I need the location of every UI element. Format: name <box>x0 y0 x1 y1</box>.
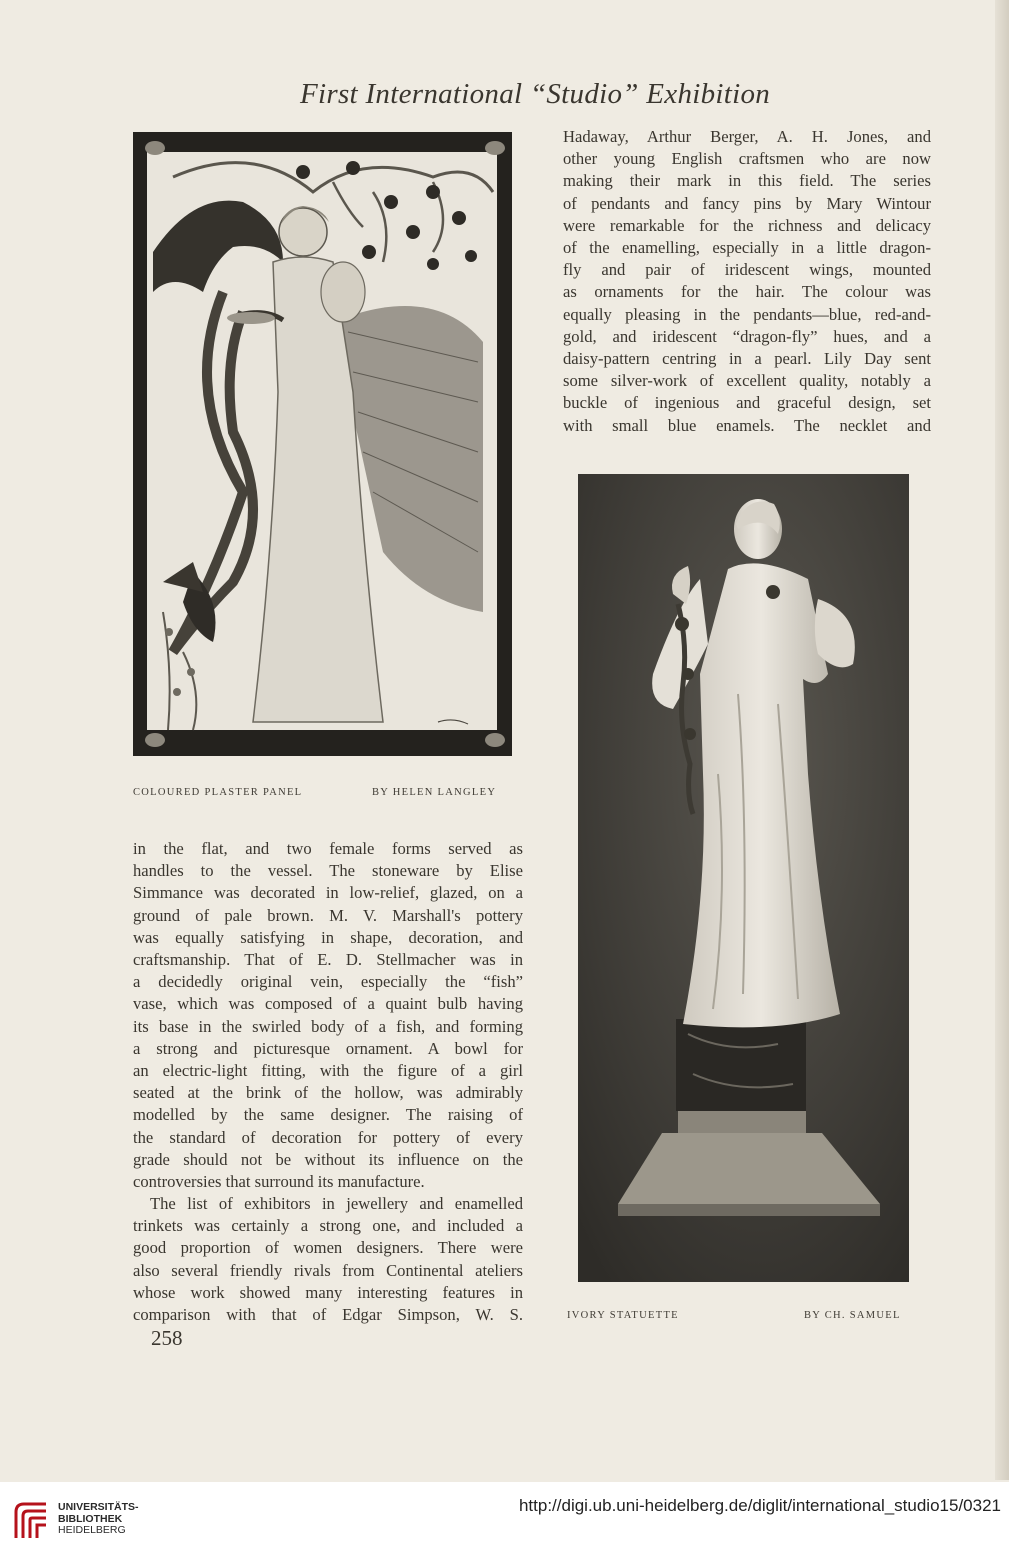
text-line: as ornaments for the hair. The colour was <box>563 282 931 302</box>
text-line: whose work showed many interesting features in <box>133 1282 523 1302</box>
footer-bar <box>0 1482 1009 1557</box>
text-line: the standard of decoration for pottery of every <box>133 1127 523 1147</box>
text-line: The list of exhibitors in jewellery and enamelled <box>150 1194 523 1213</box>
text-line: equally pleasing in the pendants—blue, red-and- <box>563 304 931 324</box>
text-line: making their mark in this field. The series <box>563 171 931 191</box>
running-head: First International “Studio” Exhibition <box>300 78 771 110</box>
ivory-statuette-photo <box>578 474 909 1282</box>
text-line: buckle of ingenious and graceful design, set <box>563 393 931 413</box>
logo-line: BIBLIOTHEK <box>58 1512 123 1525</box>
university-library-name <box>58 1502 139 1537</box>
text-line: Hadaway, Arthur Berger, A. H. Jones, and <box>563 127 931 146</box>
text-line: ground of pale brown. M. V. Marshall's pottery <box>133 905 523 925</box>
text-line: modelled by the same designer. The raising of <box>133 1105 523 1125</box>
text-line: with small blue enamels. The necklet and <box>563 415 931 435</box>
text-line: was equally satisfying in shape, decoration, and <box>133 927 523 947</box>
page-number: 258 <box>151 1326 183 1350</box>
text-line: in the flat, and two female forms served as <box>133 839 523 858</box>
text-line: a strong and picturesque ornament. A bowl for <box>133 1038 523 1058</box>
left-caption-title: COLOURED PLASTER PANEL <box>133 787 303 798</box>
university-library-logo-icon <box>10 1498 52 1546</box>
logo-line: UNIVERSITÄTS- <box>58 1501 139 1513</box>
text-line: were remarkable for the richness and delicacy <box>563 215 931 235</box>
right-column-top-text <box>563 126 931 437</box>
left-column-paragraph-1 <box>133 838 523 1193</box>
left-caption-artist: BY HELEN LANGLEY <box>372 787 497 798</box>
text-line: its base in the swirled body of a fish, and forming <box>133 1016 523 1036</box>
source-url-link[interactable]: http://digi.ub.uni-heidelberg.de/diglit/international_studio15/0321 <box>518 1496 1001 1515</box>
text-line: also several friendly rivals from Continental ateliers <box>133 1260 523 1280</box>
text-line: seated at the brink of the hollow, was admirably <box>133 1083 523 1103</box>
text-line: vase, which was composed of a quaint bulb having <box>133 994 523 1014</box>
text-line: craftsmanship. That of E. D. Stellmacher was in <box>133 950 523 970</box>
text-line: of the enamelling, especially in a little dragon- <box>563 238 931 258</box>
text-line: comparison with that of Edgar Simpson, W. S. <box>133 1305 523 1325</box>
page-edge <box>995 0 1009 1480</box>
logo-line: HEIDELBERG <box>58 1524 126 1536</box>
left-column-paragraph-2 <box>133 1193 523 1326</box>
text-line: Simmance was decorated in low-relief, glazed, on a <box>133 883 523 903</box>
text-line: some silver-work of excellent quality, notably a <box>563 371 931 391</box>
text-line: other young English craftsmen who are now <box>563 149 931 169</box>
text-line: daisy-pattern centring in a pearl. Lily Day sent <box>563 349 931 369</box>
text-line: controversies that surround its manufacture. <box>133 1172 425 1192</box>
right-caption-title: IVORY STATUETTE <box>567 1310 679 1321</box>
text-line: handles to the vessel. The stoneware by Elise <box>133 861 523 881</box>
text-line: an electric-light fitting, with the figure of a girl <box>133 1061 523 1081</box>
text-line: good proportion of women designers. There were <box>133 1238 523 1258</box>
text-line: trinkets was certainly a strong one, and included a <box>133 1216 523 1236</box>
text-line: grade should not be without its influence on the <box>133 1149 523 1169</box>
text-line: a decidedly original vein, especially the “fish” <box>133 972 523 992</box>
right-caption-artist: BY CH. SAMUEL <box>804 1310 901 1321</box>
coloured-plaster-panel-image <box>133 132 512 756</box>
text-line: fly and pair of iridescent wings, mounted <box>563 260 931 280</box>
text-line: gold, and iridescent “dragon-fly” hues, and a <box>563 326 931 346</box>
text-line: of pendants and fancy pins by Mary Wintour <box>563 193 931 213</box>
